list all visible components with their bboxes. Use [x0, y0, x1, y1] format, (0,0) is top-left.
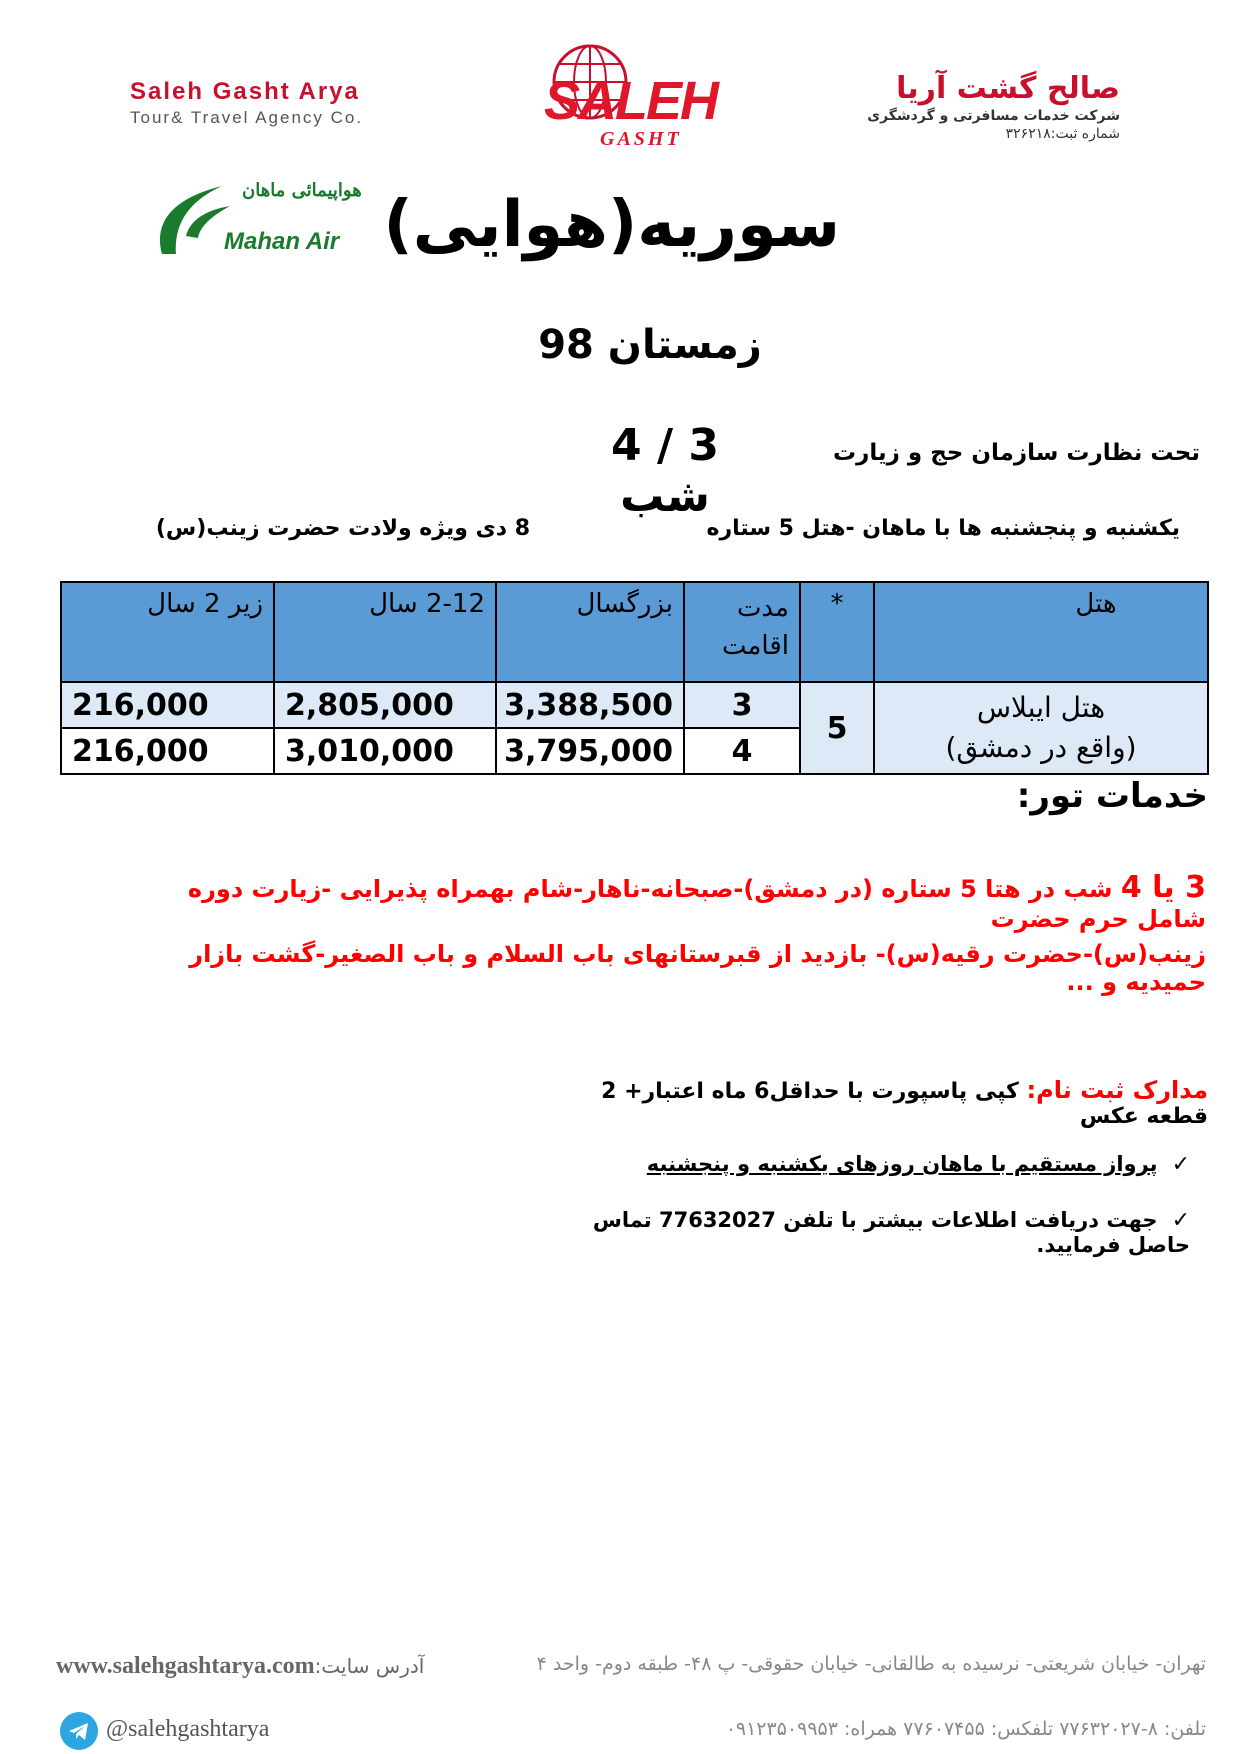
hotel-stars: 5	[800, 682, 874, 774]
column-header-child: 2-12 سال	[274, 582, 496, 682]
mahan-air-persian: هواپیمائی ماهان	[242, 180, 362, 201]
note-contact	[540, 1208, 1190, 1257]
child-price	[274, 728, 496, 774]
hotel-name: هتل ایبلاس	[976, 691, 1106, 724]
registration-documents	[560, 1076, 1208, 1129]
infant-price-value: 216,000	[72, 733, 209, 769]
brand-english-name: Saleh Gasht Arya	[130, 78, 360, 105]
adult-price	[496, 728, 684, 774]
table-row	[61, 682, 1208, 728]
website-label: آدرس سایت:	[314, 1654, 425, 1678]
adult-price-value: 3,795,000	[504, 733, 673, 769]
telegram-icon	[60, 1712, 98, 1750]
hotel-cell	[874, 682, 1208, 774]
documents-text: کپی پاسپورت با حداقل6 ماه اعتبار+ 2 قطعه عکس	[601, 1079, 1208, 1129]
infant-price-value: 216,000	[72, 687, 209, 723]
child-price-value: 2,805,000	[285, 687, 454, 723]
tour-nights: 3 / 4 شب	[611, 420, 719, 522]
column-header-adult: بزرگسال	[496, 582, 684, 682]
adult-price-value: 3,388,500	[504, 687, 673, 723]
mahan-air-leaf-icon	[152, 176, 232, 260]
brand-persian-name: صالح گشت آریا	[896, 71, 1120, 106]
column-header-stay: مدت اقامت	[684, 582, 800, 682]
footer-telegram[interactable]	[60, 1712, 320, 1752]
footer-phones: تلفن: ۸-۷۷۶۳۲۰۲۷ تلفکس: ۷۷۶۰۷۴۵۵ همراه: ۰۹۱۲۳۵۰۹۹۵۳	[725, 1718, 1206, 1740]
stay-nights: 3	[684, 682, 800, 728]
brand-english	[130, 78, 430, 128]
services-line-2: زینب(س)-حضرت رقیه(س)- بازدید از قبرستانهای باب السلام و باب الصغیر-گشت بازار حمیدیه و ...	[189, 940, 1206, 996]
note-contact-text: جهت دریافت اطلاعات بیشتر با تلفن 77632027 تماس حاصل فرمایید.	[592, 1208, 1190, 1257]
brand-english-tagline: Tour& Travel Agency Co.	[130, 108, 364, 127]
column-header-infant: زیر 2 سال	[61, 582, 274, 682]
note-direct-flight	[540, 1152, 1190, 1177]
documents-label: مدارک ثبت نام:	[1026, 1076, 1208, 1104]
supervision-note: تحت نظارت سازمان حج و زیارت	[833, 440, 1200, 466]
table-header-row	[61, 582, 1208, 682]
services-line-1	[130, 870, 1206, 933]
footer-address: تهران- خیابان شریعتی- نرسیده به طالقانی- خیابان حقوقی- پ ۴۸- طبقه دوم- واحد ۴	[536, 1653, 1206, 1675]
services-nights: 3 یا 4	[1120, 870, 1206, 905]
services-line-1-text: شب در هتا 5 ستاره (در دمشق)-صبحانه-ناهار-شام بهمراه پذیرایی -زیارت دوره شامل حرم حضرت	[187, 875, 1206, 933]
website-link[interactable]: www.salehgashtarya.com	[56, 1653, 315, 1679]
tour-season: زمستان 98	[538, 322, 762, 368]
adult-price	[496, 682, 684, 728]
flight-days: یکشنبه و پنجشنبه ها با ماهان -هتل 5 ستاره	[706, 516, 1180, 541]
logo-subword: GASHT	[600, 128, 682, 150]
brand-persian-desc: شرکت خدمات مسافرتی و گردشگری	[867, 108, 1120, 124]
infant-price	[61, 682, 274, 728]
brand-persian	[830, 72, 1120, 142]
special-occasion: 8 دی ویژه ولادت حضرت زینب(س)	[155, 516, 530, 541]
saleh-gasht-logo	[530, 42, 750, 152]
child-price	[274, 682, 496, 728]
services-title: خدمات تور:	[1016, 776, 1208, 816]
price-table	[60, 581, 1209, 775]
check-icon: ✓	[1171, 1152, 1190, 1177]
logo-wordmark: SALEH	[544, 71, 718, 131]
check-icon: ✓	[1171, 1208, 1190, 1233]
hotel-location: (واقع در دمشق)	[945, 731, 1137, 764]
stay-nights: 4	[684, 728, 800, 774]
note-direct-flight-text: پرواز مستقیم با ماهان روزهای یکشنبه و پنجشنبه	[646, 1152, 1158, 1176]
brand-persian-registration: شماره ثبت:۳۲۶۲۱۸	[1005, 126, 1120, 142]
child-price-value: 3,010,000	[285, 733, 454, 769]
telegram-handle[interactable]: @salehgashtarya	[106, 1716, 270, 1742]
column-header-hotel: هتل	[874, 582, 1208, 682]
column-header-star: *	[800, 582, 874, 682]
mahan-air-english: Mahan Air	[224, 228, 340, 255]
tour-title: سوریه(هوایی)	[383, 188, 840, 262]
infant-price	[61, 728, 274, 774]
footer-website	[56, 1653, 456, 1680]
mahan-air-logo	[152, 174, 382, 264]
